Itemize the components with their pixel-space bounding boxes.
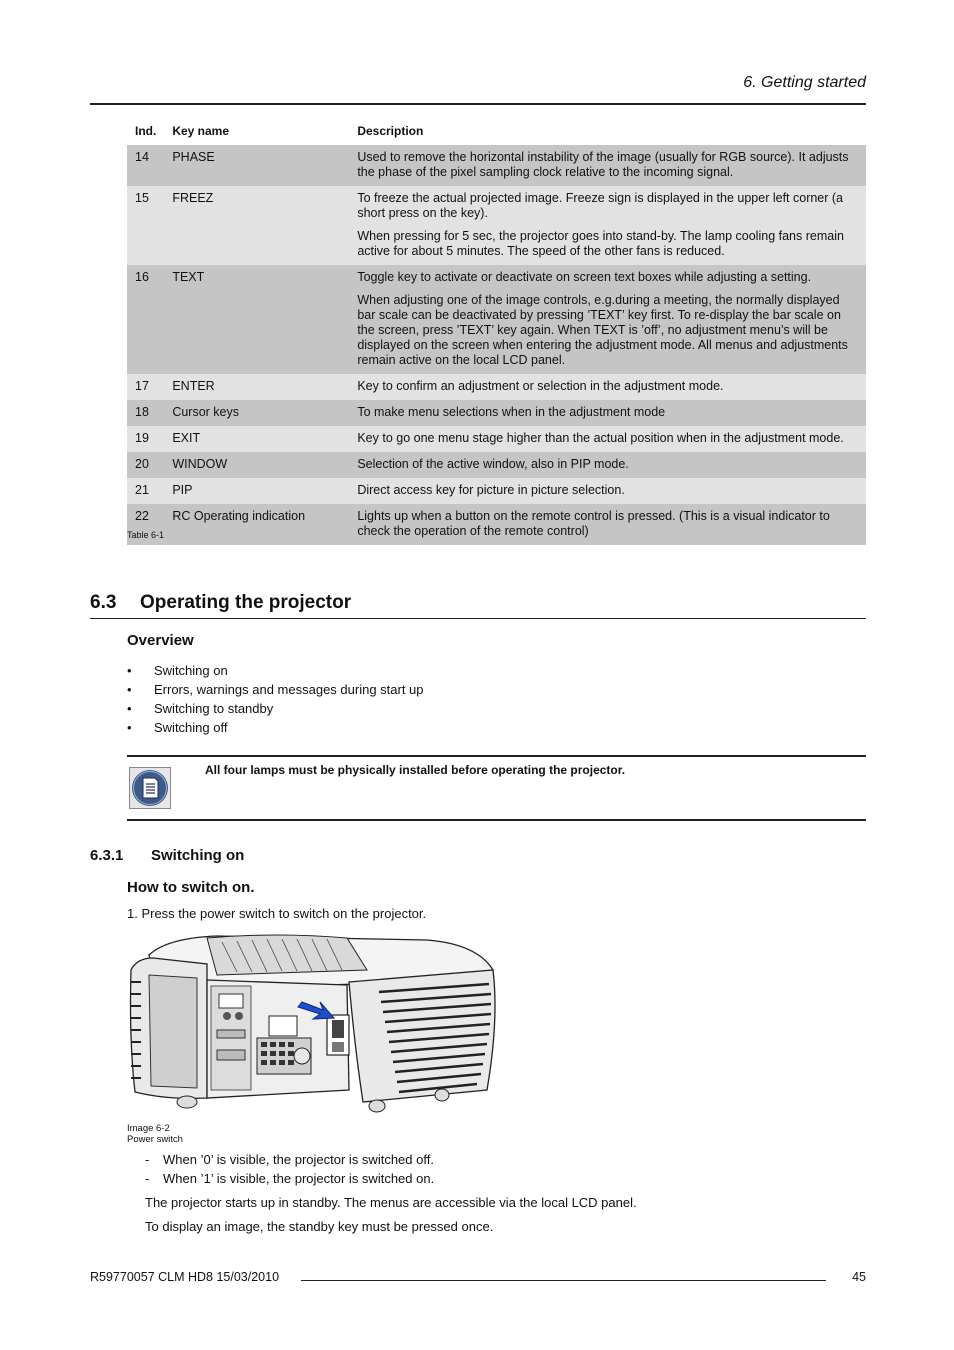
cell-key: RC Operating indication [164, 504, 349, 545]
bullet-icon: • [127, 701, 132, 716]
table-row [127, 478, 866, 504]
header-rule [90, 103, 866, 105]
table-header-row [127, 119, 866, 145]
list-item [127, 719, 424, 738]
list-item [127, 662, 424, 681]
cell-ind: 16 [127, 265, 164, 374]
cell-desc [349, 400, 866, 426]
table-row [127, 426, 866, 452]
paragraph: To display an image, the standby key must be pressed once. [145, 1219, 494, 1234]
subsection-title-text: Switching on [151, 847, 245, 864]
table-caption: Table 6-1 [127, 530, 165, 540]
table-row [127, 265, 866, 374]
cell-ind: 14 [127, 145, 164, 186]
cell-desc [349, 478, 866, 504]
image-caption-label: Image 6-2 [127, 1123, 170, 1134]
projector-drawing [127, 930, 497, 1120]
desc-para: Selection of the active window, also in PIP mode. [357, 457, 629, 471]
header-section-title: 6. Getting started [743, 74, 866, 91]
cell-key: EXIT [164, 426, 349, 452]
col-desc-header: Description [357, 124, 424, 138]
list-item [127, 700, 424, 719]
dash-icon: - [145, 1171, 150, 1186]
list-item-text: Switching off [154, 720, 228, 735]
table-row [127, 374, 866, 400]
step-1: 1. Press the power switch to switch on the projector. [127, 906, 427, 921]
desc-para: To make menu selections when in the adjustment mode [357, 405, 666, 419]
desc-para: Lights up when a button on the remote control is pressed. (This is a visual indicator to check the operation of the remote control) [357, 509, 830, 538]
desc-para: To freeze the actual projected image. Freeze sign is displayed in the upper left corner (a short press on the key). [357, 191, 844, 220]
section-rule [90, 618, 866, 619]
bullet-icon: • [127, 682, 132, 697]
state-text: When ’0’ is visible, the projector is switched off. [163, 1152, 434, 1167]
state-text: When ’1’ is visible, the projector is switched on. [163, 1171, 435, 1186]
cell-ind: 20 [127, 452, 164, 478]
cell-ind: 15 [127, 186, 164, 265]
state-item [145, 1171, 434, 1186]
subsection-title [90, 847, 244, 864]
table-row [127, 400, 866, 426]
list-item [127, 681, 424, 700]
desc-para: When adjusting one of the image controls, e.g.during a meeting, the normally displayed bar scale can be deactivated by pressing ’TEXT’ key first. To re-display the bar scale on the screen, press ’TEXT’ key again. When TEXT is ’off’, no adjustment menu’s will be displayed on the screen when entering the adjustment mode. All menus and adjustments remain active on the local LCD panel. [357, 293, 848, 367]
desc-para: Key to confirm an adjustment or selection in the adjustment mode. [357, 379, 724, 393]
desc-para: Key to go one menu stage higher than the actual position when in the adjustment mode. [357, 431, 844, 445]
cell-key: PIP [164, 478, 349, 504]
cell-ind: 18 [127, 400, 164, 426]
table-row [127, 145, 866, 186]
col-key-header: Key name [172, 124, 230, 138]
cell-key: PHASE [164, 145, 349, 186]
cell-key: ENTER [164, 374, 349, 400]
cell-key: Cursor keys [164, 400, 349, 426]
table-row [127, 504, 866, 545]
subsection-number: 6.3.1 [90, 847, 124, 864]
howto-heading: How to switch on. [127, 879, 255, 896]
overview-list [127, 662, 424, 738]
cell-ind: 21 [127, 478, 164, 504]
note-icon [129, 767, 171, 809]
bullet-icon: • [127, 663, 132, 678]
cell-desc [349, 452, 866, 478]
cell-ind: 22 [127, 504, 164, 545]
table-row [127, 186, 866, 265]
dash-icon: - [145, 1152, 150, 1167]
paragraph: The projector starts up in standby. The menus are accessible via the local LCD panel. [145, 1195, 637, 1210]
cell-ind: 17 [127, 374, 164, 400]
state-item [145, 1152, 434, 1167]
overview-heading: Overview [127, 632, 194, 649]
desc-para: Used to remove the horizontal instability of the image (usually for RGB source). It adjusts the phase of the pixel sampling clock relative to the incoming signal. [357, 150, 849, 179]
list-item-text: Errors, warnings and messages during start up [154, 682, 424, 697]
desc-para: Toggle key to activate or deactivate on screen text boxes while adjusting a setting. [357, 270, 812, 284]
footer-rule [301, 1280, 826, 1281]
cell-desc [349, 426, 866, 452]
note-rule-top [127, 755, 866, 757]
col-ind-header: Ind. [135, 124, 157, 138]
projector-illustration [127, 930, 497, 1120]
section-title [90, 592, 351, 614]
cell-desc [349, 504, 866, 545]
note-rule-bottom [127, 819, 866, 821]
list-item-text: Switching on [154, 663, 228, 678]
image-caption-text: Power switch [127, 1134, 183, 1145]
list-item-text: Switching to standby [154, 701, 274, 716]
cell-desc [349, 374, 866, 400]
cell-desc [349, 145, 866, 186]
cell-key: TEXT [164, 265, 349, 374]
table-row [127, 452, 866, 478]
cell-desc [349, 186, 866, 265]
section-number: 6.3 [90, 592, 117, 613]
desc-para: When pressing for 5 sec, the projector goes into stand-by. The lamp cooling fans remain active for about 5 minutes. The speed of the other fans is reduced. [357, 229, 844, 258]
cell-ind: 19 [127, 426, 164, 452]
note-text: All four lamps must be physically installed before operating the projector. [205, 763, 626, 777]
key-table [127, 119, 866, 545]
footer-doc-id: R59770057 CLM HD8 15/03/2010 [90, 1270, 280, 1284]
section-title-text: Operating the projector [140, 592, 352, 613]
cell-key: FREEZ [164, 186, 349, 265]
page-number: 45 [852, 1270, 866, 1284]
cell-desc [349, 265, 866, 374]
cell-key: WINDOW [164, 452, 349, 478]
bullet-icon: • [127, 720, 132, 735]
desc-para: Direct access key for picture in picture selection. [357, 483, 625, 497]
